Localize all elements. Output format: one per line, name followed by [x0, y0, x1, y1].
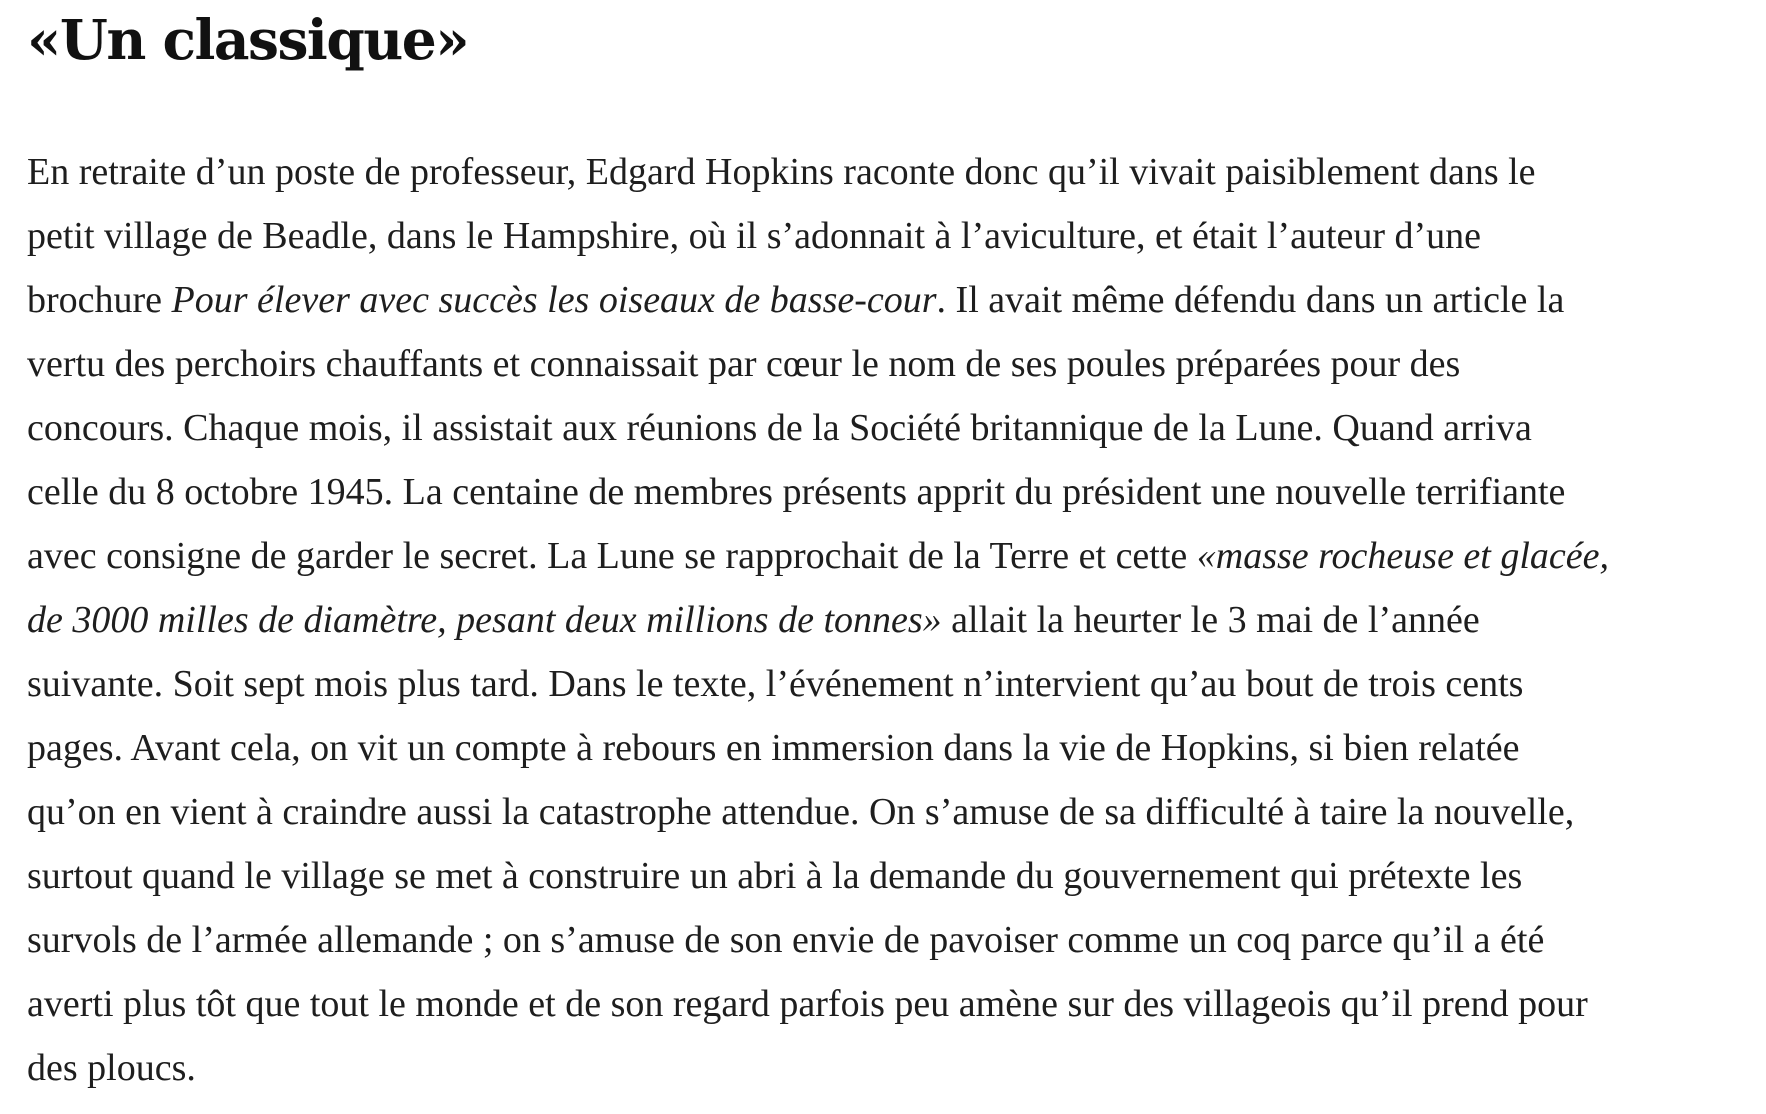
text-run: surtout quand le village se met à construire un abri à la demande du gouvernement qui prétexte les [27, 855, 1523, 897]
article-paragraph [27, 140, 1766, 1100]
text-run: concours. Chaque mois, il assistait aux réunions de la Société britannique de la Lune. Quand arriva [27, 407, 1532, 449]
text-run: En retraite d’un poste de professeur, Edgard Hopkins raconte donc qu’il vivait paisiblement dans le [27, 151, 1536, 193]
article-section [27, 0, 1766, 1100]
text-run: survols de l’armée allemande ; on s’amuse de son envie de pavoiser comme un coq parce qu’il a été [27, 919, 1545, 961]
paragraph-line [27, 460, 1766, 524]
text-run: suivante. Soit sept mois plus tard. Dans le texte, l’événement n’intervient qu’au bout de trois cents [27, 663, 1524, 705]
paragraph-line [27, 204, 1766, 268]
paragraph-line [27, 908, 1766, 972]
text-run: brochure [27, 279, 172, 321]
quote-italic: de 3000 milles de diamètre, pesant deux millions de tonnes» [27, 599, 942, 641]
paragraph-line [27, 268, 1766, 332]
book-title-italic: Pour élever avec succès les oiseaux de basse-cour [171, 279, 937, 321]
paragraph-line [27, 652, 1766, 716]
paragraph-line [27, 332, 1766, 396]
text-run: celle du 8 octobre 1945. La centaine de membres présents apprit du président une nouvelle terrifiante [27, 471, 1566, 513]
paragraph-line [27, 716, 1766, 780]
section-heading: «Un classique» [27, 7, 469, 72]
paragraph-line [27, 588, 1766, 652]
text-run: qu’on en vient à craindre aussi la catastrophe attendue. On s’amuse de sa difficulté à taire la nouvelle, [27, 791, 1575, 833]
paragraph-line [27, 780, 1766, 844]
text-run: vertu des perchoirs chauffants et connaissait par cœur le nom de ses poules préparées pour des [27, 343, 1461, 385]
text-run: avec consigne de garder le secret. La Lune se rapprochait de la Terre et cette [27, 535, 1197, 577]
text-run: des ploucs. [27, 1047, 196, 1089]
paragraph-line [27, 1036, 1766, 1100]
text-run: petit village de Beadle, dans le Hampshire, où il s’adonnait à l’aviculture, et était l’auteur d’une [27, 215, 1482, 257]
paragraph-line [27, 972, 1766, 1036]
text-run: pages. Avant cela, on vit un compte à rebours en immersion dans la vie de Hopkins, si bien relatée [27, 727, 1520, 769]
paragraph-line [27, 140, 1766, 204]
quote-italic: «masse rocheuse et glacée, [1196, 535, 1610, 577]
paragraph-line [27, 524, 1766, 588]
text-run: allait la heurter le 3 mai de l’année [941, 599, 1480, 641]
paragraph-line [27, 396, 1766, 460]
paragraph-line [27, 844, 1766, 908]
text-run: . Il avait même défendu dans un article la [936, 279, 1565, 321]
text-run: averti plus tôt que tout le monde et de son regard parfois peu amène sur des villageois qu’il prend pour [27, 983, 1588, 1025]
